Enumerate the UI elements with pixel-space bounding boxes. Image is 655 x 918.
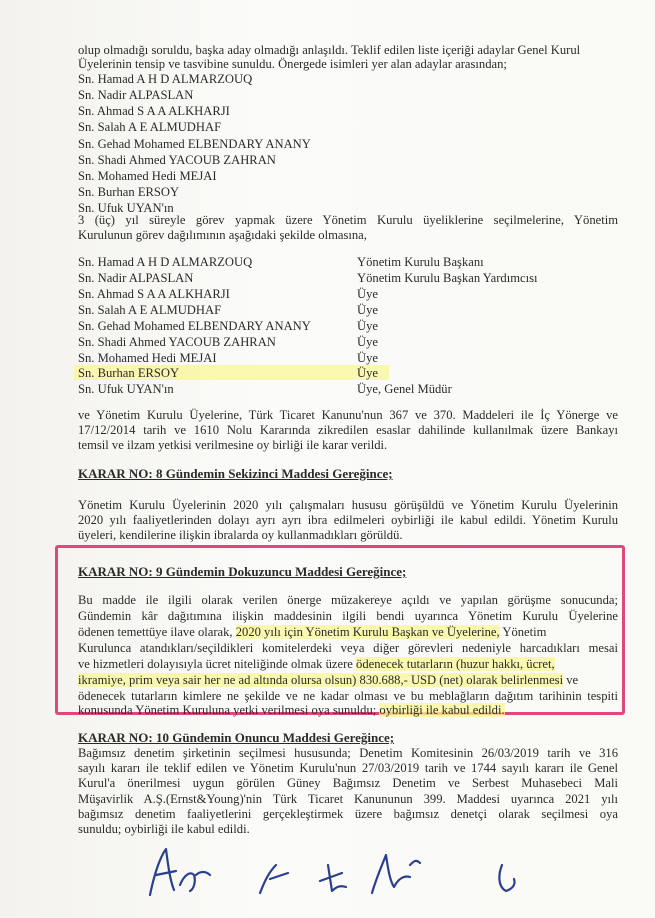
- role-title: Üye: [357, 319, 378, 333]
- karar-9-text: ve: [563, 673, 579, 687]
- role-name: Sn. Hamad A H D ALMARZOUQ: [78, 255, 253, 269]
- candidate-item: Sn. Mohamed Hedi MEJAI: [78, 169, 217, 183]
- highlighted-text: 2020 yılı için Yönetim Kurulu Başkan ve Üyelerine,: [235, 625, 500, 639]
- karar-9-text: ve hizmetleri dolayısıyla ücret niteliğinde olmak üzere: [78, 657, 357, 671]
- karar-9-line-3: [78, 625, 546, 640]
- karar-9-heading: KARAR NO: 9 Gündemin Dokuzuncu Maddesi Gereğince;: [78, 564, 407, 579]
- karar-10-line-1: Bağımsız denetim şirketinin seçilmesi hususunda; Denetim Komitesinin 26/03/2019 tarih ve 316: [78, 746, 618, 760]
- karar-10-heading: KARAR NO: 10 Gündemin Onuncu Maddesi Gereğince;: [78, 730, 395, 745]
- karar-9-text: Yönetim: [499, 625, 547, 639]
- role-title: Üye: [357, 366, 378, 380]
- karar-9-text: konusunda Yönetim Kuruluna yetki verilmesi oya sunuldu;: [78, 703, 380, 717]
- role-title: Yönetim Kurulu Başkanı: [357, 255, 484, 269]
- handwritten-signatures: [110, 835, 550, 905]
- karar-9-line-6: [78, 673, 578, 688]
- candidate-item: Sn. Ufuk UYAN'ın: [78, 201, 174, 215]
- role-name: Sn. Ahmad S A A ALKHARJI: [78, 287, 230, 301]
- karar-9-text: ödenen temettüye ilave olarak,: [78, 625, 236, 639]
- term-line-1: 3 (üç) yıl süreyle görev yapmak üzere Yönetim Kurulu üyeliklerine seçilmelerine, Yönetim: [78, 213, 618, 227]
- karar-10-line-2: sayılı kararı ile teklif edilen ve Yönetim Kurulu'nun 27/03/2019 tarih ve 1744 sayılı kararı ile Genel: [78, 761, 618, 775]
- role-title: Yönetim Kurulu Başkan Yardımcısı: [357, 271, 538, 285]
- authority-line-1: ve Yönetim Kurulu Üyelerine, Türk Ticaret Kanunu'nun 367 ve 370. Maddeleri ile İç Yönerge ve: [78, 408, 618, 422]
- karar-8-line-2: 2020 yılı faaliyetlerinden dolayı ayrı ayrı ibra edilmeleri oybirliği ile kabul edildi. Yönetim Kurulu: [78, 513, 618, 527]
- signature-2: [260, 865, 288, 893]
- authority-line-3: temsil ve ilzam yetkisi verilmesine oy birliği ile karar verildi.: [78, 438, 388, 452]
- signature-3: [320, 865, 346, 891]
- signature-4: [372, 855, 420, 893]
- signature-5: [499, 865, 514, 891]
- role-name: Sn. Burhan ERSOY: [78, 366, 180, 380]
- role-name: Sn. Salah A E ALMUDHAF: [78, 303, 222, 317]
- candidate-item: Sn. Hamad A H D ALMARZOUQ: [78, 72, 253, 86]
- highlighted-text: oybirliği ile kabul edildi.: [379, 703, 505, 717]
- karar-9-line-8: [78, 703, 505, 718]
- role-title: Üye: [357, 335, 378, 349]
- intro-line-1: olup olmadığı soruldu, başka aday olmadığı anlaşıldı. Teklif edilen liste içeriği adaylar Genel Kurul: [78, 43, 581, 57]
- role-title: Üye: [357, 303, 378, 317]
- role-name: Sn. Ufuk UYAN'ın: [78, 382, 174, 396]
- karar-9-line-7: ödenecek tutarların kimlere ne şekilde ve ne kadar olması ve bu meblağların dağıtım tarihinin tespiti: [78, 689, 618, 703]
- candidate-item: Sn. Ahmad S A A ALKHARJI: [78, 104, 230, 118]
- role-title: Üye: [357, 287, 378, 301]
- karar-10-line-6: sunuldu; oybirliği ile kabul edildi.: [78, 822, 250, 836]
- intro-line-2: Üyelerinin tensip ve tasvibine sunuldu. Önergede isimleri yer alan adaylar arasından;: [78, 57, 507, 71]
- karar-9-line-2: Gündemin kâr dağıtımına ilişkin maddesinin ilgili bendi uyarınca Yönetim Kurulu Üyelerine: [78, 609, 618, 623]
- karar-9-line-5: [78, 657, 555, 672]
- role-name: Sn. Gehad Mohamed ELBENDARY ANANY: [78, 319, 311, 333]
- karar-8-line-3: üyeleri, kendilerine ilişkin ibralarda oy kullanmadıkları görüldü.: [78, 528, 403, 542]
- karar-8-heading: KARAR NO: 8 Gündemin Sekizinci Maddesi Gereğince;: [78, 466, 393, 481]
- role-name: Sn. Shadi Ahmed YACOUB ZAHRAN: [78, 335, 276, 349]
- signature-1: [150, 849, 210, 895]
- candidate-item: Sn. Gehad Mohamed ELBENDARY ANANY: [78, 137, 311, 151]
- karar-8-line-1: Yönetim Kurulu Üyelerinin 2020 yılı çalışmaları hususu görüşüldü ve Yönetim Kurulu Üyelerinin: [78, 498, 618, 512]
- candidate-item: Sn. Burhan ERSOY: [78, 185, 180, 199]
- karar-10-line-3: Kurul'a önerilmesi uygun görülen Güney Bağımsız Denetim ve Serbest Muhasebeci Mali: [78, 776, 618, 790]
- term-line-2: Kurulunun görev dağılımının aşağıdaki şekilde olmasına,: [78, 228, 367, 242]
- highlighted-text: ikramiye, prim veya sair her ne ad altında olursa olsun) 830.688,- USD (net) olarak belirlenmesi: [78, 673, 564, 687]
- candidate-item: Sn. Nadir ALPASLAN: [78, 88, 194, 102]
- role-name: Sn. Mohamed Hedi MEJAI: [78, 351, 217, 365]
- role-title: Üye: [357, 351, 378, 365]
- role-name: Sn. Nadir ALPASLAN: [78, 271, 194, 285]
- karar-10-line-4: Müşavirlik A.Ş.(Ernst&Young)'nin Türk Ticaret Kanununun 399. Maddesi uyarınca 2021 yılı: [78, 792, 618, 806]
- highlighted-text: ödenecek tutarların (huzur hakkı, ücret,: [356, 657, 555, 671]
- role-title: Üye, Genel Müdür: [357, 382, 452, 396]
- authority-line-2: 17/12/2014 tarih ve 1610 Nolu Kararında zikredilen esaslar dahilinde kullanılmak üzere Bankayı: [78, 423, 618, 437]
- karar-9-line-1b: Bu madde ile ilgili olarak verilen önerge müzakereye açıldı ve yapılan görüşme sonucunda;: [78, 593, 618, 607]
- karar-10-line-5: bağımsız denetim faaliyetlerini gerçekleştirmek üzere bağımsız denetçi olarak seçilmesi oya: [78, 807, 618, 821]
- candidate-item: Sn. Salah A E ALMUDHAF: [78, 120, 222, 134]
- candidate-item: Sn. Shadi Ahmed YACOUB ZAHRAN: [78, 153, 276, 167]
- karar-9-line-4: Kurulunca atandıkları/seçildikleri komitelerdeki veya diğer görevleri nedeniyle harcadıkları mesai: [78, 641, 618, 655]
